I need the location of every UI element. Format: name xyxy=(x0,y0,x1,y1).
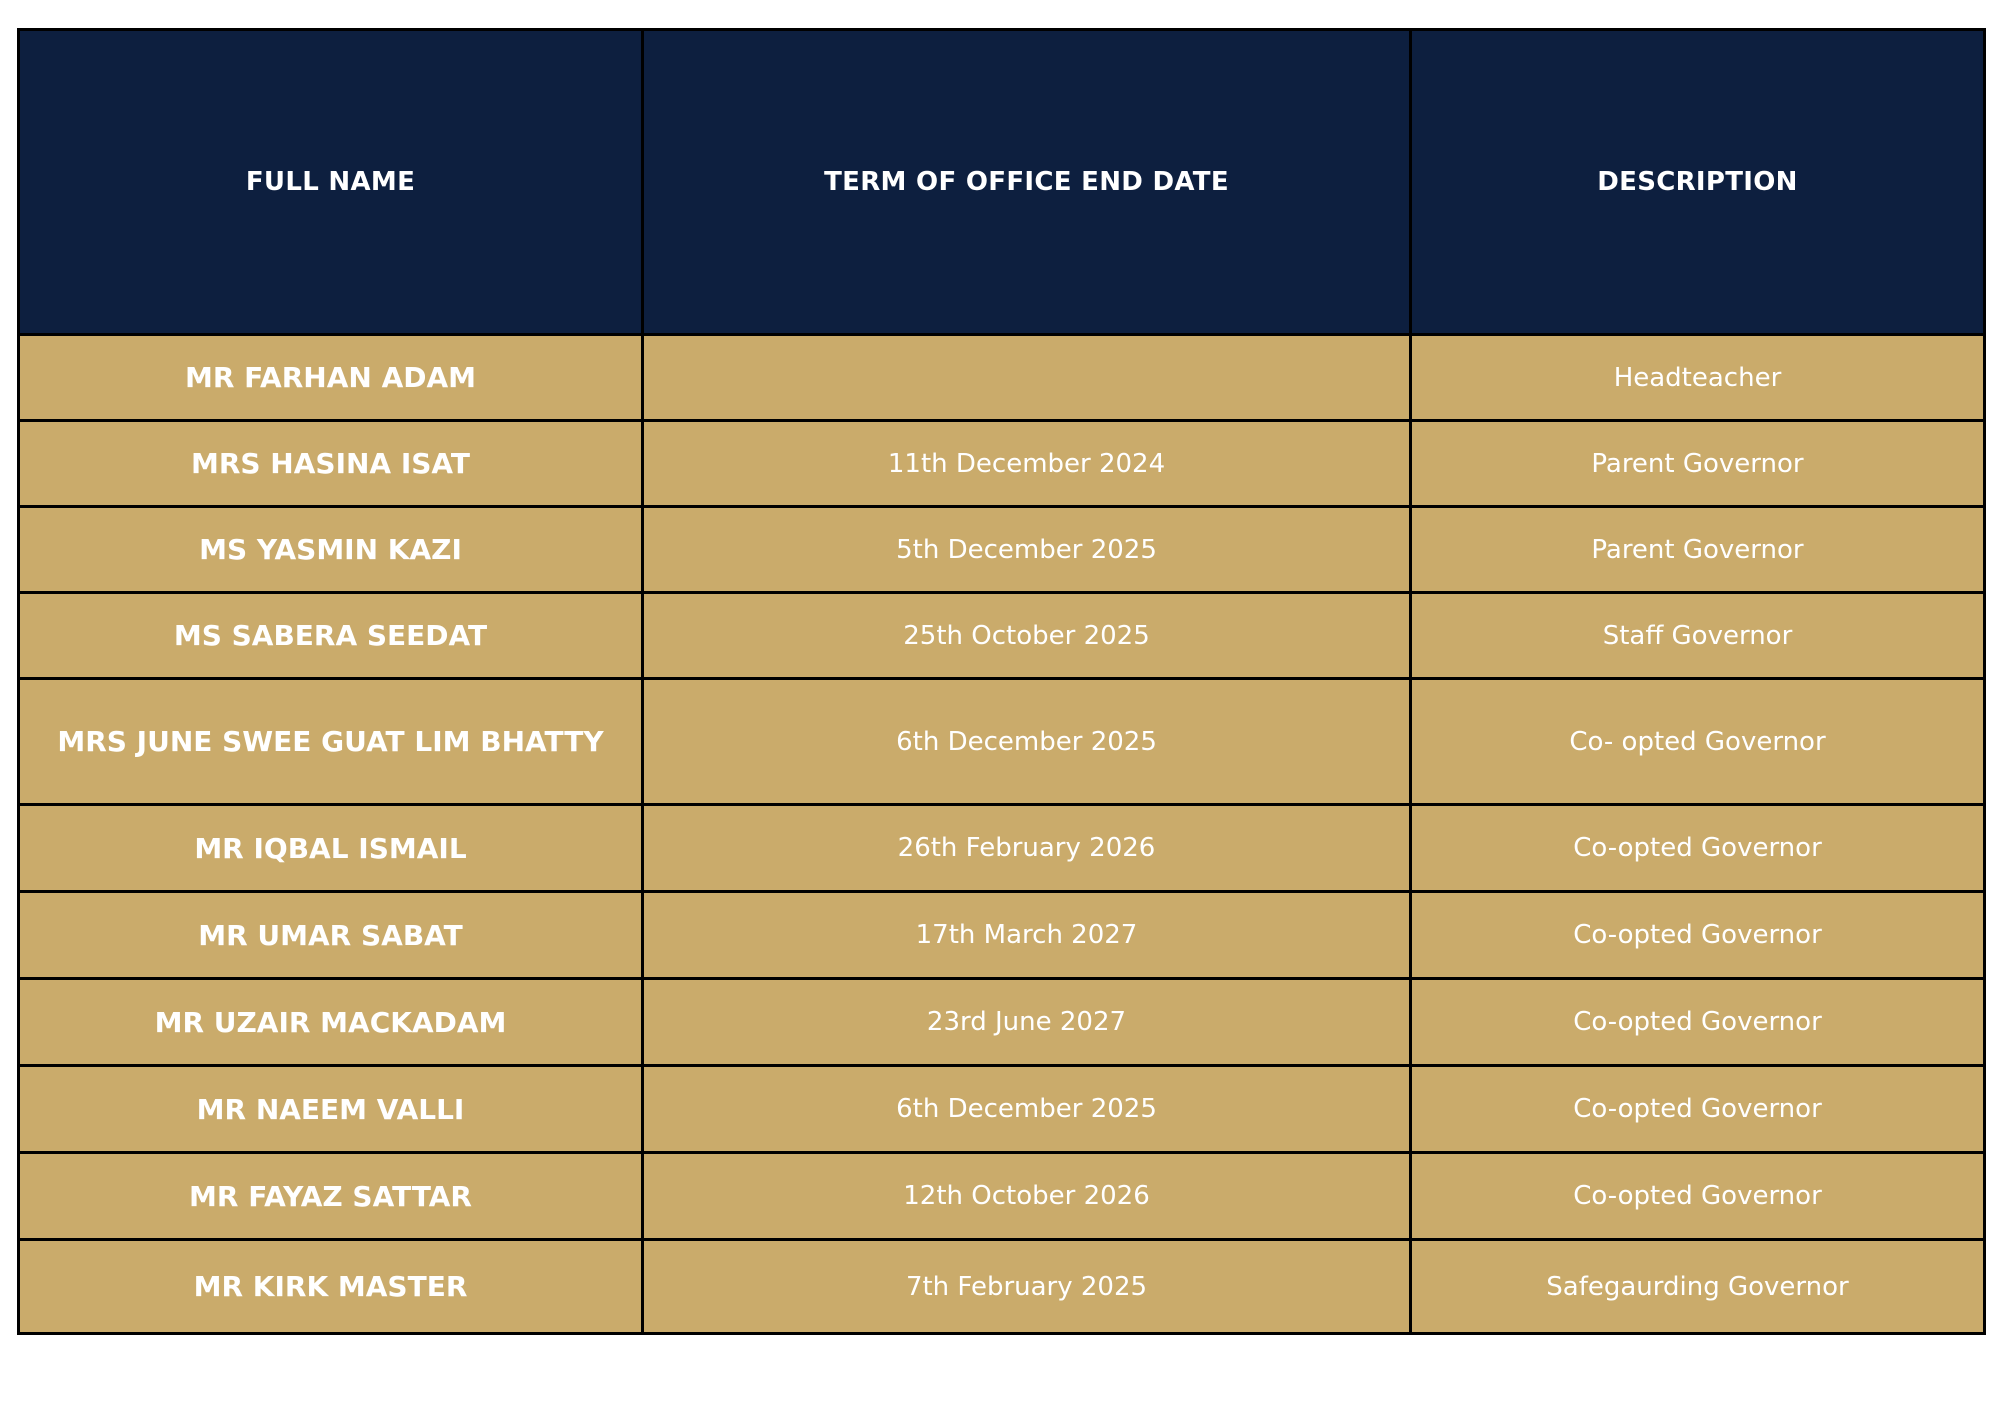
end-date-cell: 26th February 2026 xyxy=(643,805,1411,892)
description-cell: Staff Governor xyxy=(1411,593,1985,679)
table-header-row xyxy=(19,30,1985,335)
header-description: DESCRIPTION xyxy=(1411,30,1985,335)
table-row xyxy=(19,1240,1985,1334)
table-row xyxy=(19,679,1985,805)
description-cell: Co-opted Governor xyxy=(1411,805,1985,892)
table-row xyxy=(19,1153,1985,1240)
table-row xyxy=(19,805,1985,892)
end-date-cell: 6th December 2025 xyxy=(643,1066,1411,1153)
end-date-cell: 6th December 2025 xyxy=(643,679,1411,805)
name-cell: MR KIRK MASTER xyxy=(19,1240,643,1334)
name-cell: MRS JUNE SWEE GUAT LIM BHATTY xyxy=(19,679,643,805)
name-cell: MR FARHAN ADAM xyxy=(19,335,643,421)
end-date-cell xyxy=(643,335,1411,421)
table-row xyxy=(19,593,1985,679)
description-cell: Safegaurding Governor xyxy=(1411,1240,1985,1334)
end-date-cell: 7th February 2025 xyxy=(643,1240,1411,1334)
name-cell: MS YASMIN KAZI xyxy=(19,507,643,593)
governors-table-container xyxy=(17,28,1983,1335)
name-cell: MR NAEEM VALLI xyxy=(19,1066,643,1153)
description-cell: Co-opted Governor xyxy=(1411,1153,1985,1240)
description-cell: Parent Governor xyxy=(1411,507,1985,593)
name-cell: MR FAYAZ SATTAR xyxy=(19,1153,643,1240)
description-cell: Co- opted Governor xyxy=(1411,679,1985,805)
description-cell: Co-opted Governor xyxy=(1411,892,1985,979)
end-date-cell: 11th December 2024 xyxy=(643,421,1411,507)
table-row xyxy=(19,892,1985,979)
name-cell: MR IQBAL ISMAIL xyxy=(19,805,643,892)
description-cell: Co-opted Governor xyxy=(1411,1066,1985,1153)
header-term-end-date: TERM OF OFFICE END DATE xyxy=(643,30,1411,335)
name-cell: MR UZAIR MACKADAM xyxy=(19,979,643,1066)
end-date-cell: 23rd June 2027 xyxy=(643,979,1411,1066)
end-date-cell: 17th March 2027 xyxy=(643,892,1411,979)
table-row xyxy=(19,335,1985,421)
table-row xyxy=(19,979,1985,1066)
description-cell: Headteacher xyxy=(1411,335,1985,421)
header-full-name: FULL NAME xyxy=(19,30,643,335)
end-date-cell: 25th October 2025 xyxy=(643,593,1411,679)
table-row xyxy=(19,421,1985,507)
name-cell: MS SABERA SEEDAT xyxy=(19,593,643,679)
governors-table xyxy=(17,28,1986,1335)
table-row xyxy=(19,1066,1985,1153)
description-cell: Parent Governor xyxy=(1411,421,1985,507)
name-cell: MR UMAR SABAT xyxy=(19,892,643,979)
end-date-cell: 5th December 2025 xyxy=(643,507,1411,593)
name-cell: MRS HASINA ISAT xyxy=(19,421,643,507)
end-date-cell: 12th October 2026 xyxy=(643,1153,1411,1240)
table-row xyxy=(19,507,1985,593)
description-cell: Co-opted Governor xyxy=(1411,979,1985,1066)
